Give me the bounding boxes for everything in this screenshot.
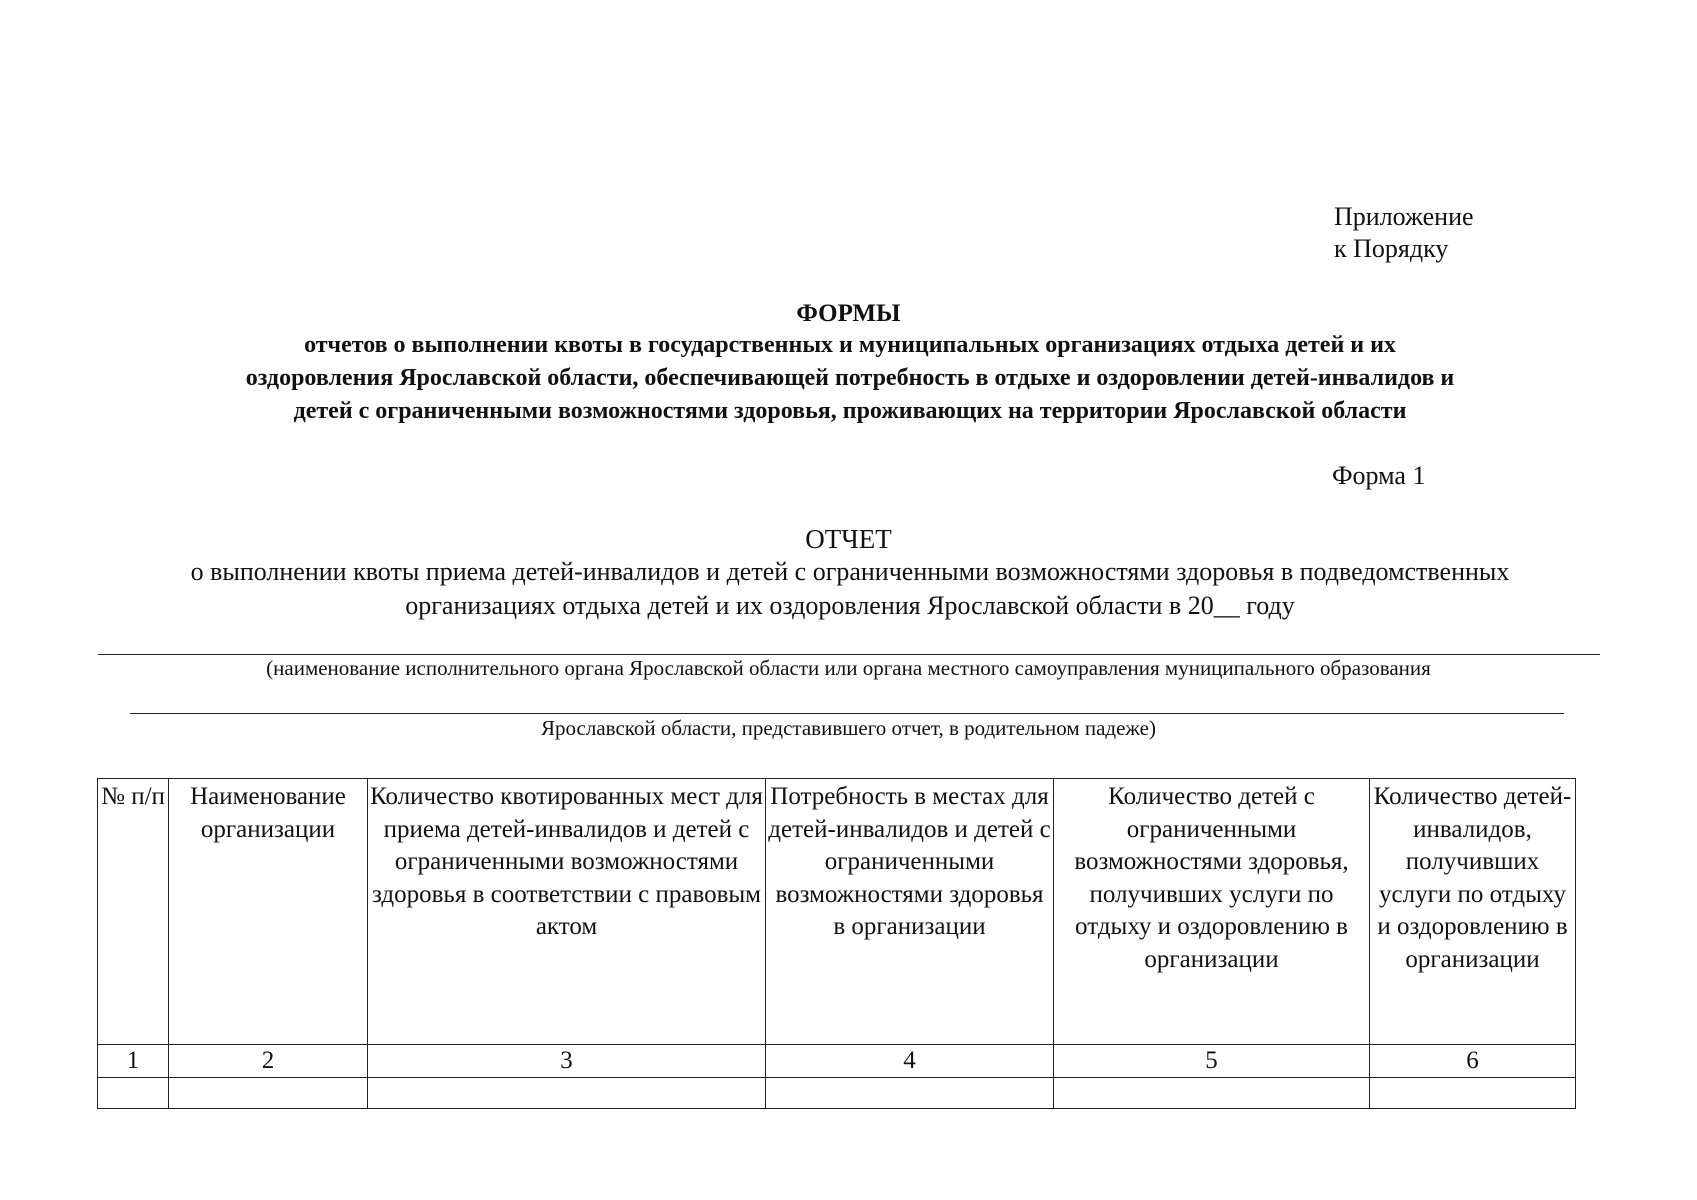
appendix-reference: к Порядку: [1334, 234, 1449, 263]
forms-title-line: отчетов о выполнении квоты в государственных и муниципальных организациях отдыха детей и их: [304, 332, 1396, 358]
fill-in-line: [130, 713, 1564, 714]
column-number: 2: [169, 1045, 368, 1078]
fill-in-line: [98, 654, 1600, 655]
column-number-row: [98, 1045, 1576, 1078]
column-header: [169, 779, 368, 1045]
appendix-label: Приложение: [1334, 202, 1474, 231]
column-number: 5: [1054, 1045, 1370, 1078]
table-cell: [98, 1078, 169, 1109]
report-description-line: о выполнении квоты приема детей-инвалидов и детей с ограниченными возможностями здоровья в подведомственных: [190, 557, 1510, 586]
report-description: [80, 555, 1620, 623]
table-cell: [169, 1078, 368, 1109]
forms-heading: ФОРМЫ: [796, 300, 901, 327]
column-number: 1: [98, 1045, 169, 1078]
column-header: [98, 779, 169, 1045]
fill-in-caption: Ярославской области, представившего отчет, в родительном падеже): [541, 716, 1156, 740]
column-number: 3: [368, 1045, 766, 1078]
table-cell: [368, 1078, 766, 1109]
column-header: [1370, 779, 1576, 1045]
report-table: [97, 778, 1576, 1109]
column-header-text: Наименование организации: [190, 783, 346, 843]
forms-title-line: детей с ограниченными возможностями здоровья, проживающих на территории Ярославской области: [293, 398, 1407, 424]
column-header: [368, 779, 766, 1045]
report-description-line: организациях отдыха детей и их оздоровления Ярославской области в 20__ году: [405, 591, 1295, 620]
forms-title: [100, 329, 1600, 428]
column-header-text: Количество квотированных мест для приема детей-инвалидов и детей с ограниченными возможностями здоровья в соответствии с правовым актом: [370, 783, 763, 940]
column-number: 6: [1370, 1045, 1576, 1078]
fill-in-caption: (наименование исполнительного органа Ярославской области или органа местного самоуправления муниципального образования: [266, 656, 1431, 680]
table-cell: [766, 1078, 1054, 1109]
report-heading: ОТЧЕТ: [805, 524, 892, 554]
table-cell: [1054, 1078, 1370, 1109]
column-header-text: Количество детей с ограниченными возможностями здоровья, получивших услуги по отдыху и оздоровлению в организации: [1074, 783, 1349, 973]
column-header: [766, 779, 1054, 1045]
appendix-block: [1334, 201, 1474, 265]
column-header-text: № п/п: [101, 783, 165, 810]
form-number: Форма 1: [1332, 461, 1426, 490]
forms-title-line: оздоровления Ярославской области, обеспечивающей потребность в отдыхе и оздоровлении детей-инвалидов и: [245, 365, 1455, 391]
column-header-text: Потребность в местах для детей-инвалидов и детей с ограниченными возможностями здоровья в организации: [768, 783, 1051, 940]
table-cell: [1370, 1078, 1576, 1109]
table-row: [98, 1078, 1576, 1109]
column-number: 4: [766, 1045, 1054, 1078]
table-header-row: [98, 779, 1576, 1045]
column-header: [1054, 779, 1370, 1045]
column-header-text: Количество детей-инвалидов, получивших услуги по отдыху и оздоровлению в организации: [1373, 783, 1572, 973]
